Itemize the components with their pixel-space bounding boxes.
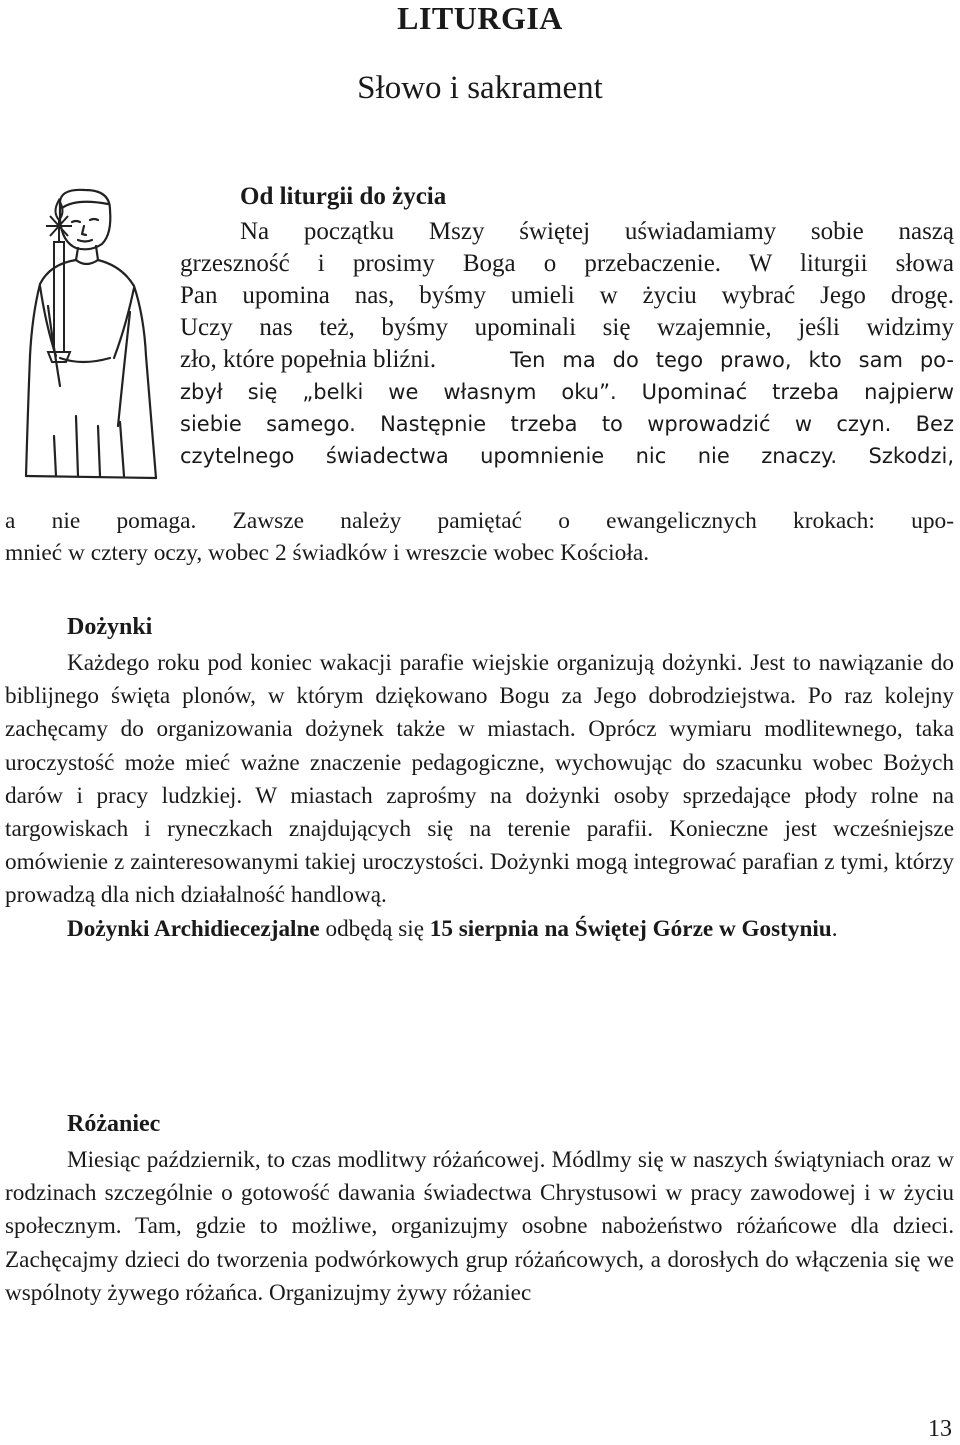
section-heading-od-liturgii: Od liturgii do życia xyxy=(240,183,447,210)
paragraph-line: a nie pomaga. Zawsze należy pamiętać o ewangelicznych krokach: upo- xyxy=(5,508,954,534)
bold-date-place: 15 sierpnia na Świętej Górze w Gostyniu xyxy=(429,915,832,942)
section-dozynki xyxy=(5,610,954,946)
note-text: odbędą się xyxy=(319,915,430,942)
paragraph-line: siebie samego. Następnie trzeba to wprowadzić w czyn. Bez xyxy=(180,412,954,436)
paragraph-line: Uczy nas też, byśmy upominali się wzajemnie, jeśli widzimy xyxy=(180,314,954,341)
bold-dozynki-archidiecezjalne: Dożynki Archidiecezjalne xyxy=(67,915,320,942)
section-heading-rozaniec: Różaniec xyxy=(67,1111,161,1137)
page-number: 13 xyxy=(928,1416,952,1442)
paragraph-line: Ten ma do tego prawo, kto sam po- xyxy=(510,348,954,372)
section-heading-dozynki: Dożynki xyxy=(67,614,153,640)
paragraph-line: zło, które popełnia bliźni. xyxy=(180,346,437,373)
paragraph-line: zbył się „belki we własnym oku”. Upominać trzeba najpierw xyxy=(180,380,954,404)
paragraph-dozynki: Każdego roku pod koniec wakacji parafie wiejskie organizują dożynki. Jest to nawiązanie do biblijnego święta plonów, w którym dziękowano Bogu za Jego dobrodziejstwa. Po raz kolejny zachęcamy do organizowania dożynek także w miastach. Oprócz wymiaru modlitewnego, taka uroczystość może mieć ważne znaczenie pedagogiczne, wychowując do szacunku wobec Bożych darów i pracy ludzkiej. W miastach zaprośmy na dożynki osoby sprzedające płody rolne na targowiskach i ryneczkach znajdujących się na terenie parafii. Konieczne jest wcześniejsze omówienie z zainteresowanymi takiej uroczystości. Dożynki mogą integrować parafian z tymi, którzy prowadzą dla nich działalność handlową. xyxy=(5,650,954,909)
paragraph-line: mnieć w cztery oczy, wobec 2 świadków i wreszcie wobec Kościoła. xyxy=(5,540,650,566)
note-end: . xyxy=(831,915,838,942)
paragraph-line: Pan upomina nas, byśmy umieli w życiu wybrać Jego drogę. xyxy=(180,282,954,309)
paragraph-line: czytelnego świadectwa upomnienie nic nie znaczy. Szkodzi, xyxy=(180,444,954,468)
paragraph-line: grzeszność i prosimy Boga o przebaczenie. W liturgii słowa xyxy=(180,250,954,277)
paragraph-line: Na początku Mszy świętej uświadamiamy sobie naszą xyxy=(240,218,954,245)
paragraph-dozynki-archidiecezjalne xyxy=(5,913,954,946)
page-subtitle: Słowo i sakrament xyxy=(357,70,603,106)
section-rozaniec xyxy=(5,1107,954,1310)
altar-server-illustration xyxy=(10,186,160,484)
page-title: LITURGIA xyxy=(397,0,563,36)
paragraph-rozaniec: Miesiąc październik, to czas modlitwy różańcowej. Módlmy się w naszych świątyniach oraz w rodzinach szczególnie o gotowość dawania świadectwa Chrystusowi w pracy zawodowej i w życiu społecznym. Tam, gdzie to możliwe, organizujmy osobne nabożeństwo różańcowe dla dzieci. Zachęcajmy dzieci do tworzenia podwórkowych grup różańcowych, a dorosłych do włączenia się we wspólnoty żywego różańca. Organizujmy żywy różaniec xyxy=(5,1147,954,1306)
